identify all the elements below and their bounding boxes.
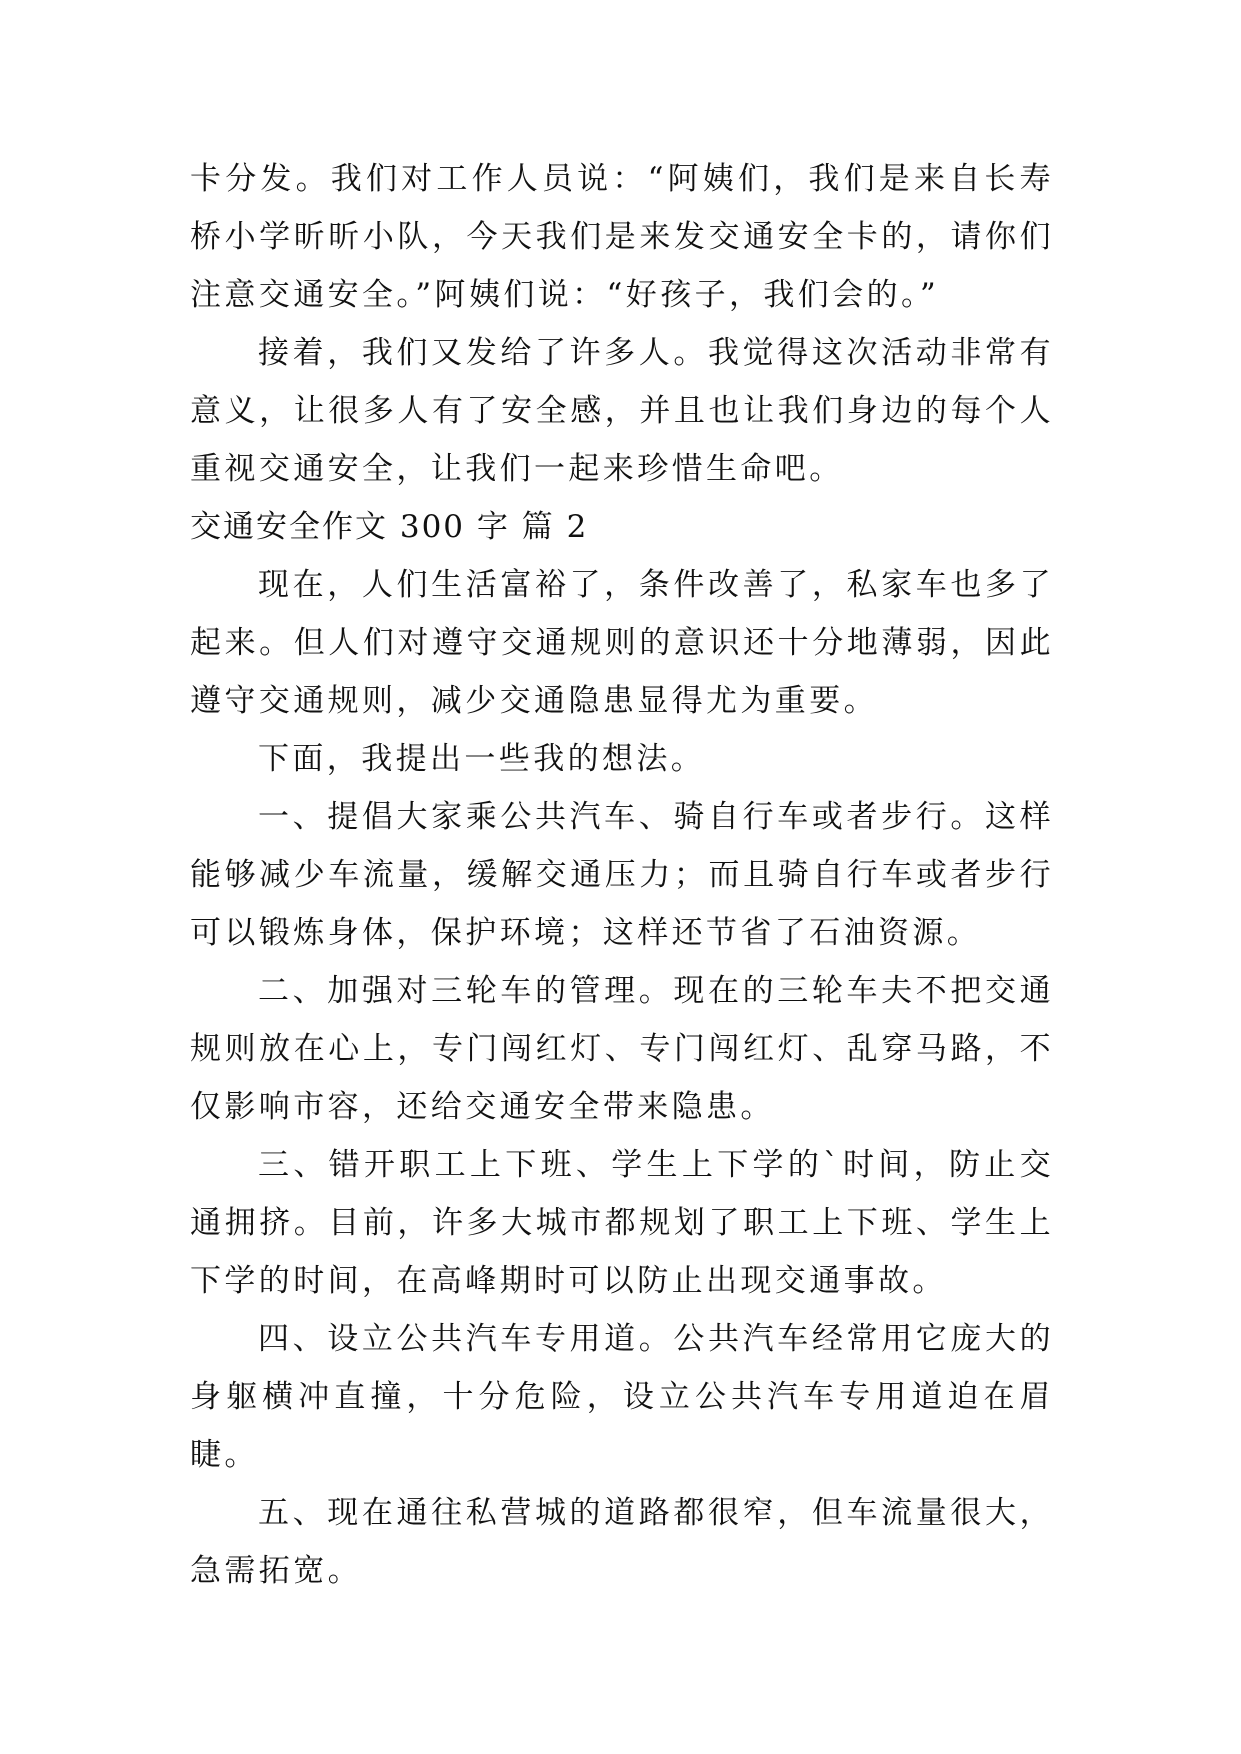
paragraph-1: 卡分发。我们对工作人员说：“阿姨们，我们是来自长寿桥小学昕昕小队，今天我们是来发交通安全卡的，请你们注意交通安全。”阿姨们说：“好孩子，我们会的。”	[190, 161, 1054, 313]
paragraph-5: 一、提倡大家乘公共汽车、骑自行车或者步行。这样能够减少车流量，缓解交通压力；而且骑自行车或者步行可以锻炼身体，保护环境；这样还节省了石油资源。	[190, 799, 1054, 951]
document-page	[190, 150, 1054, 1600]
paragraph-6: 二、加强对三轮车的管理。现在的三轮车夫不把交通规则放在心上，专门闯红灯、专门闯红灯、乱穿马路，不仅影响市容，还给交通安全带来隐患。	[190, 973, 1054, 1125]
paragraph-4: 下面，我提出一些我的想法。	[258, 741, 706, 777]
paragraph-7: 三、错开职工上下班、学生上下学的`时间，防止交通拥挤。目前，许多大城市都规划了职工上下班、学生上下学的时间，在高峰期时可以防止出现交通事故。	[190, 1147, 1054, 1299]
section-heading: 交通安全作文 300 字 篇 2	[190, 509, 589, 545]
paragraph-3: 现在，人们生活富裕了，条件改善了，私家车也多了起来。但人们对遵守交通规则的意识还十分地薄弱，因此遵守交通规则，减少交通隐患显得尤为重要。	[190, 567, 1054, 719]
paragraph-2: 接着，我们又发给了许多人。我觉得这次活动非常有意义，让很多人有了安全感，并且也让我们身边的每个人重视交通安全，让我们一起来珍惜生命吧。	[190, 335, 1054, 487]
paragraph-8: 四、设立公共汽车专用道。公共汽车经常用它庞大的身躯横冲直撞，十分危险，设立公共汽车专用道迫在眉睫。	[190, 1321, 1054, 1473]
paragraph-9: 五、现在通往私营城的道路都很窄，但车流量很大，急需拓宽。	[190, 1495, 1054, 1589]
